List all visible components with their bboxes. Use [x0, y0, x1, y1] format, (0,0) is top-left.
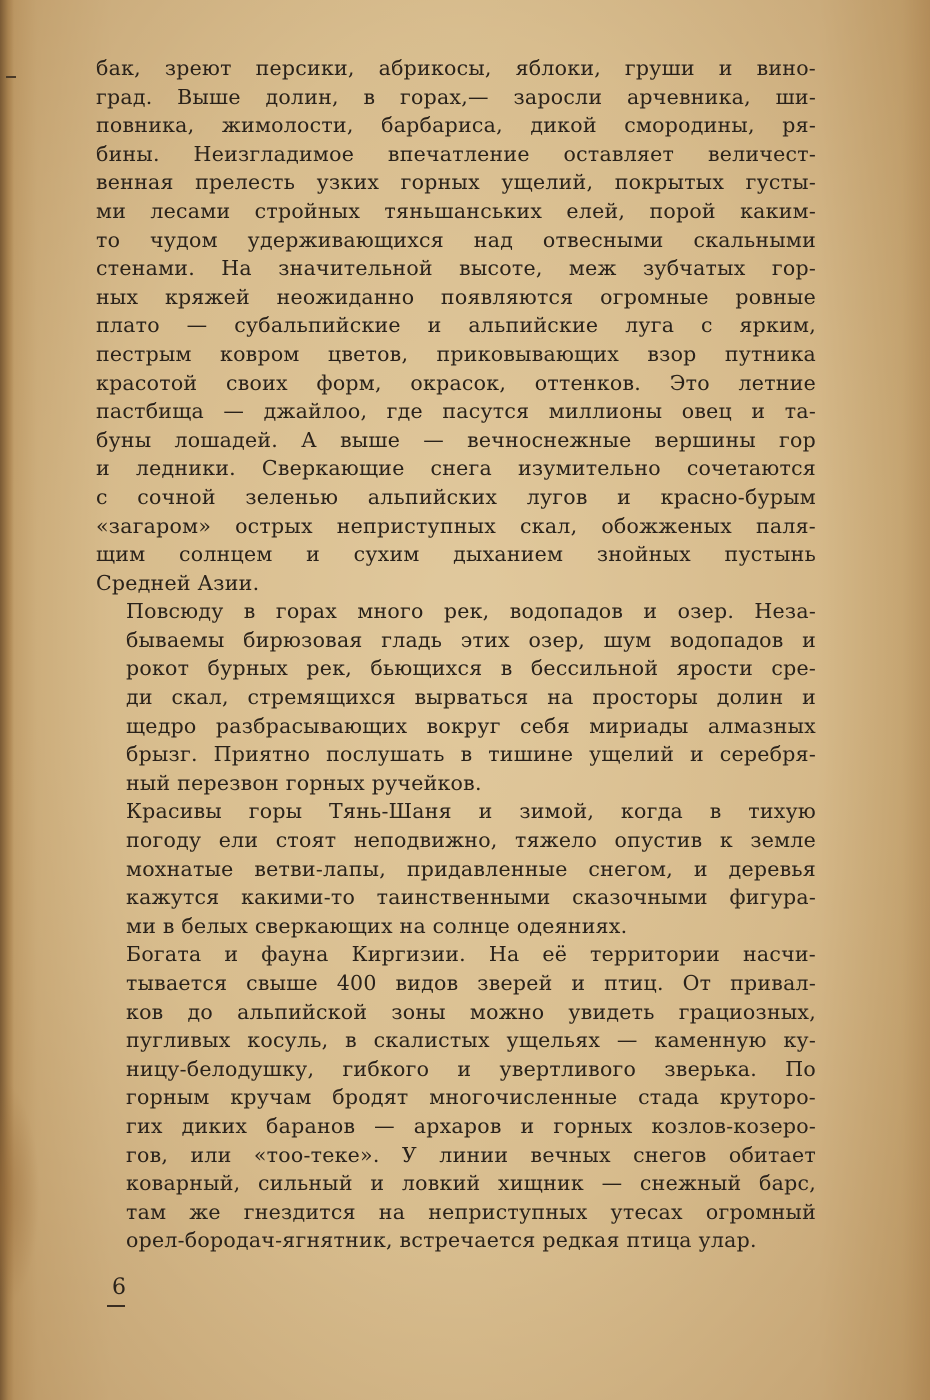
text-line: бываемы бирюзовая гладь этих озер, шум водопадов и [126, 627, 816, 652]
text-line: Повсюду в горах много рек, водопадов и озер. Неза- [126, 599, 816, 624]
text-line: повника, жимолости, барбариса, дикой смородины, ря- [96, 113, 816, 138]
paragraph [96, 797, 816, 940]
text-line: пугливых косуль, в скалистых ущельях — каменную ку- [126, 1028, 816, 1053]
page-number: 6 [112, 1275, 126, 1300]
text-line: плато — субальпийские и альпийские луга с ярким, [96, 313, 816, 338]
text-line: гов, или «тоо-теке». У линии вечных снегов обитает [126, 1142, 816, 1167]
text-line: ми лесами стройных тяньшанських елей, порой каким- [96, 198, 816, 223]
text-line: ницу-белодушку, гибкого и увертливого зверька. По [126, 1056, 816, 1081]
text-line: венная прелесть узких горных ущелий, покрытых густы- [96, 170, 816, 195]
text-line: Средней Азии. [96, 570, 260, 595]
text-line: бак, зреют персики, абрикосы, яблоки, груши и вино- [96, 56, 816, 80]
text-line: то чудом удерживающихся над отвесными скальными [96, 227, 816, 252]
text-line: орел-бородач-ягнятник, встречается редкая птица улар. [126, 1228, 757, 1253]
text-line: буны лошадей. А выше — вечноснежные вершины гор [96, 427, 816, 452]
text-line: и ледники. Сверкающие снега изумительно сочетаются [96, 456, 816, 481]
paragraph [96, 54, 816, 597]
text-line: бины. Неизгладимое впечатление оставляет величест- [96, 141, 816, 166]
body-text [96, 54, 816, 1255]
text-line: горным кручам бродят многочисленные стада круторо- [126, 1085, 816, 1110]
page-number-underline [107, 1305, 125, 1307]
text-line: щедро разбрасывающих вокруг себя мириады алмазных [126, 713, 816, 738]
text-line: Богата и фауна Киргизии. На её территории насчи- [126, 942, 816, 967]
text-line: красотой своих форм, окрасок, оттенков. Это летние [96, 370, 816, 395]
text-line: тывается свыше 400 видов зверей и птиц. От привал- [126, 971, 816, 995]
text-line: град. Выше долин, в горах,— заросли арчевника, ши- [96, 84, 816, 109]
text-line: «загаром» острых неприступных скал, обожженых паля- [96, 513, 816, 538]
text-line: с сочной зеленью альпийских лугов и красно-бурым [96, 484, 816, 509]
text-line: щим солнцем и сухим дыханием знойных пустынь [96, 542, 816, 567]
text-line: стенами. На значительной высоте, меж зубчатых гор- [96, 256, 816, 281]
text-line: коварный, сильный и ловкий хищник — снежный барс, [126, 1171, 816, 1196]
text-line: пестрым ковром цветов, приковывающих взор путника [96, 341, 816, 366]
text-line: брызг. Приятно послушать в тишине ущелий и серебря- [126, 742, 816, 767]
text-line: мохнатые ветви-лапы, придавленные снегом, и деревья [126, 856, 816, 881]
text-line: ных кряжей неожиданно появляются огромные ровные [96, 284, 816, 309]
text-line: кажутся какими-то таинственными сказочными фигура- [126, 885, 816, 910]
paragraph [96, 940, 816, 1255]
text-line: там же гнездится на неприступных утесах огромный [126, 1199, 816, 1224]
text-line: Красивы горы Тянь-Шаня и зимой, когда в тихую [126, 799, 816, 824]
page-stain [0, 1080, 40, 1310]
paragraph [96, 597, 816, 797]
margin-mark [6, 76, 16, 78]
text-line: ный перезвон горных ручейков. [126, 770, 482, 795]
text-line: ди скал, стремящихся вырваться на просторы долин и [126, 685, 816, 710]
text-line: погоду ели стоят неподвижно, тяжело опустив к земле [126, 828, 816, 853]
text-line: рокот бурных рек, бьющихся в бессильной ярости сре- [126, 656, 816, 681]
text-line: пастбища — джайлоо, где пасутся миллионы овец и та- [96, 399, 816, 424]
text-line: ми в белых сверкающих на солнце одеяниях. [126, 913, 628, 938]
text-line: ков до альпийской зоны можно увидеть грациозных, [126, 999, 816, 1024]
text-line: гих диких баранов — архаров и горных козлов-козеро- [126, 1113, 816, 1138]
